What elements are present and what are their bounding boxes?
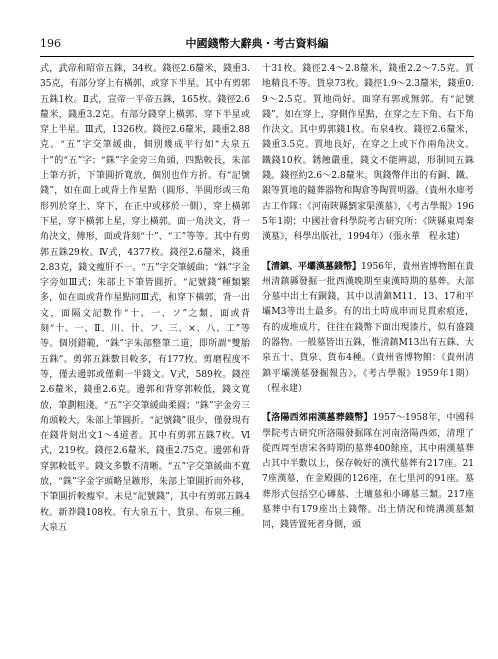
paragraph: 十31枚。錢徑2.4～2.8釐米，錢重2.2～7.5克。質地精良不等。貨泉73枚。錢徑1.9～2.3釐米，錢重0.9～2.5克。質地尚好。面穿有郭或無郭。有“記號錢”，如在穿上，穿側作星點，在穿之左下角、右下角作決文。其中剪郭錢1枚。布泉4枚。錢徑2.6釐米，錢重3.5克。質地良好，在穿之上或下作兩角決文。鐵錢10枚。銹蝕嚴重，錢文不能辨認，形制同五銖錢。錢徑約2.6～2.8釐米。與錢幣伴出的有銅、鐵、銀等質地的隨葬器物和陶倉等陶質明器。（貴州水庫考古工作隊：《河南陝縣劉家渠漢墓》，《考古學報》1965年1期；中國社會科學院考古研究所：《陝縣東周秦漢墓》，科學出版社，1994年）（張永華 程永建） [262, 64, 474, 243]
page-header [40, 36, 474, 52]
page-number: 196 [40, 37, 61, 50]
entry-qingzhen-pingba: 【清鎮、平壩漢墓錢幣】1956年，貴州省博物館在貴州清鎮縣發掘一批西漢晚期至東漢時期的墓葬。大部分墓中出土有銅錢，其中以清鎮M11、13、17和平壩M3等出土最多。有的出土時成串而見貫索痕迹，有的成堆成片，往往在錢幣下面出現漆片，似有盛錢的器物。一般墓皆出五銖，惟清鎮M13出有五銖、大泉五十、貨泉、貨布4種。（貴州省博物館：《貴州清鎮平壩漢墓發掘報告》，《考古學報》1959年1期）（程永建） [262, 261, 474, 394]
entry-luoyang-west: 【洛陽西郊兩漢墓葬錢幣】1957～1958年，中國科學院考古研究所洛陽發掘隊在河南洛陽西郊，清理了從西周至唐宋各時期的墓葬400餘座，其中兩漢墓葬占其中半數以上，保存較好的漢代墓葬有217座。217座漢墓，在金殿圓的126座，在七里河的91座。墓葬形式包括空心磚墓、土壙墓和小磚墓三類。217座墓葬中有179座出土錢幣。出土情況和燒溝漢墓類同，錢皆置死者身側，頭 [262, 413, 474, 531]
paragraph: 式，武帝和昭帝五銖，34枚。錢徑2.6釐米，錢重3.35克，有部分穿上有橫郭，或穿下半星。其中有剪郭五銖1枚。Ⅱ式，宣帝一平帝五銖，165枚。錢徑2.6釐米，錢重3.2克。有部分錢穿上橫郭、穿下半星或穿上半星。Ⅲ式，1326枚。錢徑2.6釐米，錢重2.88克。“五”字交筆緩曲，個別幾成平行如“大泉五十”的“五”字；“銖”字金旁三角頭，四點較長，朱部上筆方折，下筆圓折寬放，個別也作方折。有“記號錢”，如在面上或背上作星點（圓形、半圓形或三角形列於穿上、穿下，在正中或移於一側），穿上橫郭下星，穿下橫郭上星，穿上橫郭。面一角決文，背一角決文，傳形，面或背刻“十”、“工”等等。其中有剪郭五銖29枚。Ⅳ式，4377枚。錢徑2.6釐米，錢重2.83克，錢文瘦肝不一。“五”字交筆緩曲；“銖”字金字旁如Ⅲ式；朱部上下筆皆圓折。“記號錢”種類繁多，如在面或背作星點同Ⅲ式，和穿下橫郭，背一出文，面隔文記數作“十、一、ソ”之類，面或背刻“十、一、Ⅱ、川、卄、フ、三、×、八、工”等等。個別錯範，“銖”字朱部整筆二道，即所謂“雙胎五銖”。剪郭五銖數目較多，有177枚。剪磨程度不等，僅去邊郭或僅剩一半錢文。Ⅴ式，589枚。錢徑2.6釐米，錢重2.6克。邊郭和背穿郭較低，錢文寬放，筆劃粗淺。“五”字交筆緩曲柔圓；“銖”字金旁三角頭較大，朱部上筆圓折。“記號錢”很少，僅發現有在錢背刻出文1～4道者。其中有剪郭五銖7枚。Ⅵ式，219枚。錢徑2.6釐米，錢重2.75克。邊郭和背穿郭較低平。錢文多數不清晰。“五”字交筆緩曲不寬放，“銖”字金字頭略呈鏃形，朱部上筆圓折而外移，下筆圓折較瘦窄。未見“記號錢”，其中有剪郭五銖4枚。新莽錢108枚。有大泉五十、貨泉、布泉三種。大泉五 [40, 64, 250, 533]
right-column [262, 62, 474, 534]
left-column [40, 62, 250, 536]
entry-headword: 【清鎮、平壩漢墓錢幣】 [262, 261, 362, 272]
running-title: 中國錢幣大辭典・考古資料編 [185, 37, 329, 50]
header-rule [40, 56, 474, 57]
entry-headword: 【洛陽西郊兩漢墓葬錢幣】 [262, 413, 373, 424]
